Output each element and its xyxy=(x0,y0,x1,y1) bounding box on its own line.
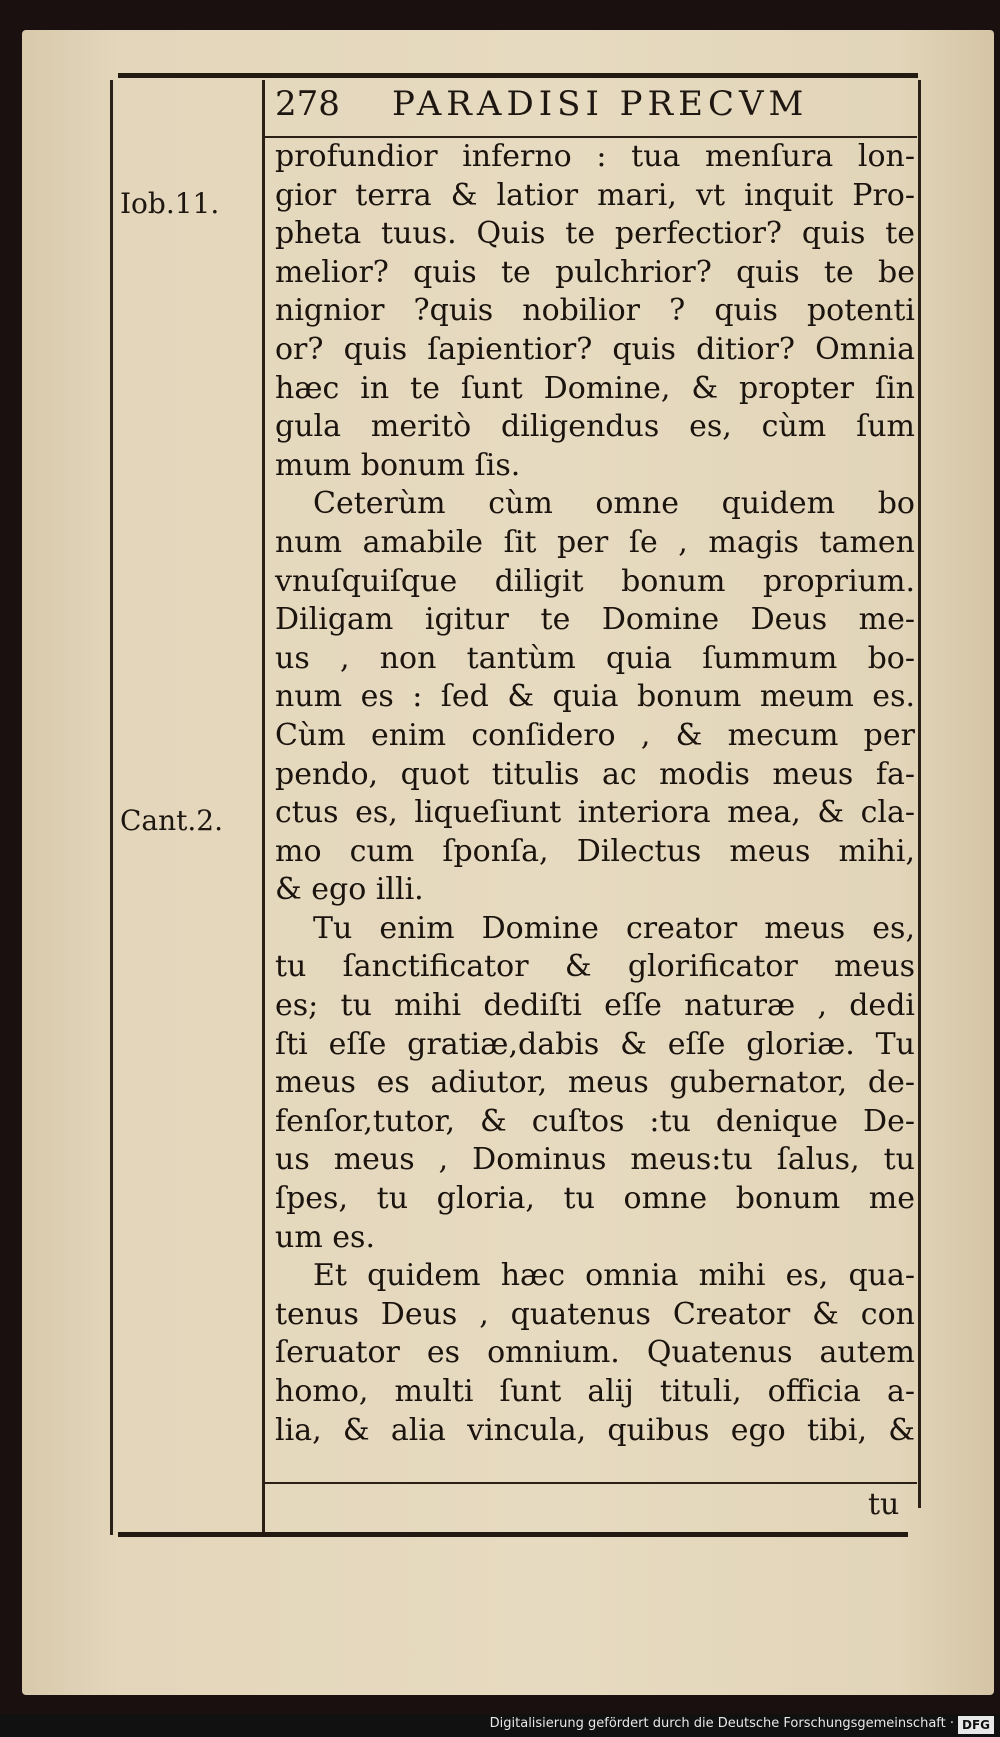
text-line: or? quis ſapientior? quis ditior? Omnia xyxy=(275,331,915,367)
text-line: us meus , Dominus meus:tu ſalus, tu xyxy=(275,1142,915,1178)
text-line: gior terra & latior mari, vt inquit Pro- xyxy=(275,177,915,213)
text-line: & ego illi. xyxy=(275,872,424,908)
footer-rule xyxy=(265,1482,917,1484)
page-number: 278 xyxy=(275,84,340,124)
text-line: Et quidem hæc omnia mihi es, qua- xyxy=(313,1258,915,1294)
text-line: num amabile ſit per ſe , magis tamen xyxy=(275,524,915,560)
margin-note-canticles: Cant.2. xyxy=(120,804,224,837)
text-line: Ceterùm cùm omne quidem bo xyxy=(313,486,915,522)
text-line: fenſor,tutor, & cuſtos :tu denique De- xyxy=(275,1103,915,1139)
text-line: ſeruator es omnium. Quatenus autem xyxy=(275,1335,915,1371)
text-line: Cùm enim conſidero , & mecum per xyxy=(275,717,915,753)
running-title: PARADISI PRECVM xyxy=(392,84,809,124)
text-line: lia, & alia vincula, quibus ego tibi, & xyxy=(275,1412,915,1448)
text-line: ctus es, liqueſiunt interiora mea, & cla- xyxy=(275,795,915,831)
text-line: pheta tuus. Quis te perfectior? quis te xyxy=(275,216,915,252)
body-text xyxy=(275,138,915,1450)
text-line: um es. xyxy=(275,1219,375,1255)
text-line: melior? quis te pulchrior? quis te be xyxy=(275,254,915,290)
text-line: meus es adiutor, meus gubernator, de- xyxy=(275,1065,915,1101)
text-line: hæc in te ſunt Domine, & propter ſin xyxy=(275,370,915,406)
text-line: tenus Deus , quatenus Creator & con xyxy=(275,1296,915,1332)
text-line: mo cum ſponſa, Dilectus meus mihi, xyxy=(275,833,915,869)
margin-outer-rule xyxy=(110,80,113,1535)
text-line: ſpes, tu gloria, tu omne bonum me xyxy=(275,1181,915,1217)
text-line: num es : ſed & quia bonum meum es. xyxy=(275,679,915,715)
text-line: profundior inferno : tua menſura lon- xyxy=(275,139,915,174)
text-line: us , non tantùm quia ſummum bo- xyxy=(275,640,915,676)
text-line: es; tu mihi dediſti eſſe naturæ , dedi xyxy=(275,988,915,1024)
text-line: Tu enim Domine creator meus es, xyxy=(313,910,915,946)
margin-note-job: Iob.11. xyxy=(120,187,220,220)
digitization-credit: Digitalisierung gefördert durch die Deutsche Forschungsgemeinschaft · xyxy=(489,1716,954,1731)
text-line: nignior ?quis nobilior ? quis potenti xyxy=(275,293,915,329)
text-line: vnuſquiſque diligit bonum proprium. xyxy=(275,563,915,599)
text-line: tu ſanctificator & glorificator meus xyxy=(275,949,915,985)
dfg-logo: DFG xyxy=(958,1716,994,1734)
text-line: pendo, quot titulis ac modis meus fa- xyxy=(275,756,915,792)
text-line: ſti eſſe gratiæ,dabis & eſſe gloriæ. Tu xyxy=(275,1026,915,1062)
text-line: Diligam igitur te Domine Deus me- xyxy=(275,602,915,638)
top-border-rule xyxy=(118,73,918,78)
bottom-border-rule xyxy=(118,1532,908,1537)
margin-inner-rule xyxy=(262,80,265,1535)
text-line: mum bonum ſis. xyxy=(275,447,521,483)
text-line: homo, multi ſunt alij tituli, officia a- xyxy=(275,1374,915,1409)
right-border-rule xyxy=(918,80,921,1508)
catchword: tu xyxy=(868,1487,900,1522)
text-line: gula meritò diligendus es, cùm ſum xyxy=(275,409,915,445)
